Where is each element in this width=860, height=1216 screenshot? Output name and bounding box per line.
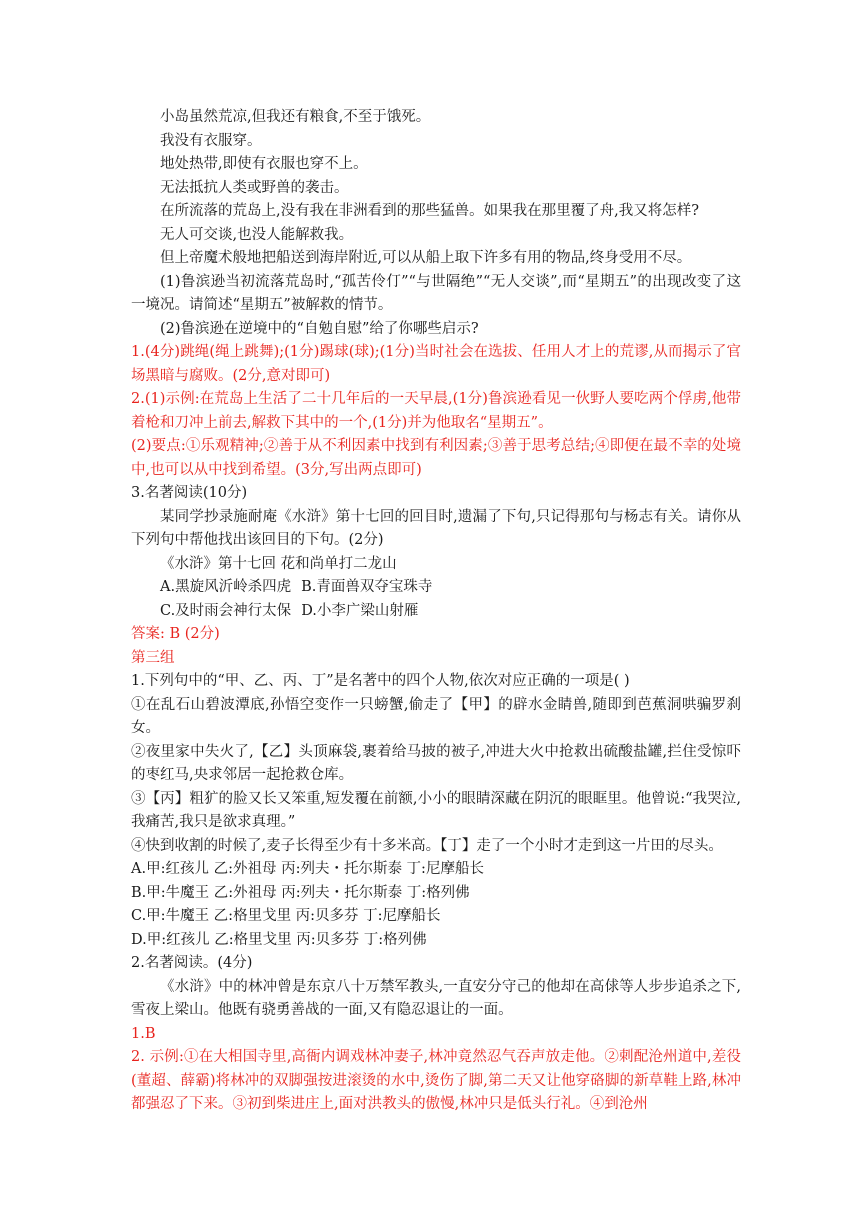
- option-item: B.青面兽双夺宝珠寺: [301, 579, 433, 595]
- text-paragraph: 《水浒》中的林冲曾是东京八十万禁军教头,一直安分守己的他却在高俅等人步步追杀之下,雪夜上梁山。他既有骁勇善战的一面,又有隐忍退让的一面。: [131, 978, 741, 1018]
- text-paragraph: 但上帝魔术般地把船送到海岸附近,可以从船上取下许多有用的物品,终身受用不尽。: [160, 250, 692, 266]
- answer-options: [131, 576, 741, 623]
- text-paragraph: 在所流落的荒岛上,没有我在非洲看到的那些猛兽。如果我在那里覆了舟,我又将怎样?: [160, 203, 699, 219]
- option-row: [131, 600, 741, 624]
- text-paragraph: ④快到收割的时候了,麦子长得至少有十多米高。【丁】走了一个小时才走到这一片田的尽头。: [131, 837, 723, 854]
- text-paragraph: D.甲:红孩儿 乙:格里戈里 丙:贝多芬 丁:格列佛: [131, 931, 427, 948]
- answer-paragraph: 第三组: [131, 649, 175, 666]
- text-paragraph: ③【丙】粗犷的脸又长又笨重,短发覆在前额,小小的眼睛深藏在阴沉的眼眶里。他曾说:“我哭泣,我痛苦,我只是欲求真理。”: [131, 790, 741, 830]
- text-paragraph: 某同学抄录施耐庵《水浒》第十七回的回目时,遗漏了下句,只记得那句与杨志有关。请你从下列句中帮他找出该回目的下句。(2分): [131, 508, 741, 548]
- answer-paragraph: 1.B: [131, 1025, 156, 1042]
- answer-paragraph: 2. 示例:①在大相国寺里,高衙内调戏林冲妻子,林冲竟然忍气吞声放走他。②刺配沧州道中,差役(董超、薛霸)将林冲的双脚强按进滚烫的水中,烫伤了脚,第二天又让他穿硌脚的新草鞋上路,林冲都强忍了下来。③初到柴进庄上,面对洪教头的傲慢,林冲只是低头行礼。④到沧州: [131, 1049, 741, 1112]
- option-item: A.黑旋风沂岭杀四虎: [160, 579, 292, 595]
- document-body-part-1: [131, 106, 741, 576]
- text-paragraph: C.甲:牛魔王 乙:格里戈里 丙:贝多芬 丁:尼摩船长: [131, 908, 441, 924]
- document-body-part-2: [131, 623, 741, 1117]
- text-paragraph: 1.下列句中的“甲、乙、丙、丁”是名著中的四个人物,依次对应正确的一项是( ): [131, 673, 630, 689]
- text-paragraph: 无人可交谈,也没人能解救我。: [160, 226, 354, 243]
- answer-paragraph: 答案: B (2分): [131, 626, 220, 642]
- answer-paragraph: (2)要点:①乐观精神;②善于从不利因素中找到有利因素;③善于思考总结;④即便在最不幸的处境中,也可以从中找到希望。(3分,写出两点即可): [131, 438, 741, 478]
- document-page: [131, 106, 741, 1117]
- text-paragraph: ①在乱石山碧波潭底,孙悟空变作一只螃蟹,偷走了【甲】的辟水金睛兽,随即到芭蕉洞哄骗罗刹女。: [131, 696, 741, 736]
- answer-paragraph: 2.(1)示例:在荒岛上生活了二十几年后的一天早晨,(1分)鲁滨逊看见一伙野人要吃两个俘虏,他带着枪和刀冲上前去,解救下其中的一个,(1分)并为他取名“星期五”。: [131, 391, 741, 431]
- text-paragraph: 2.名著阅读。(4分): [131, 955, 253, 971]
- text-paragraph: 3.名著阅读(10分): [131, 485, 248, 501]
- text-paragraph: ②夜里家中失火了,【乙】头顶麻袋,裹着给马披的被子,冲进大火中抢救出硫酸盐罐,拦住受惊吓的枣红马,央求邻居一起抢救仓库。: [131, 743, 741, 783]
- answer-paragraph: 1.(4分)跳绳(绳上跳舞);(1分)踢球(球);(1分)当时社会在选拔、任用人才上的荒谬,从而揭示了官场黑暗与腐败。(2分,意对即可): [131, 344, 741, 384]
- text-paragraph: 《水浒》第十七回 花和尚单打二龙山: [160, 555, 397, 572]
- text-paragraph: 无法抵抗人类或野兽的袭击。: [160, 179, 349, 196]
- option-item: D.小李广梁山射雁: [301, 602, 419, 619]
- option-row: [131, 576, 741, 600]
- text-paragraph: (1)鲁滨逊当初流落荒岛时,“孤苦伶仃”“与世隔绝”“无人交谈”,而“星期五”的出现改变了这一境况。请简述“星期五”被解救的情节。: [131, 273, 741, 313]
- text-paragraph: 我没有衣服穿。: [160, 132, 262, 149]
- option-item: C.及时雨会神行太保: [160, 602, 292, 619]
- text-paragraph: 地处热带,即使有衣服也穿不上。: [160, 156, 368, 172]
- text-paragraph: (2)鲁滨逊在逆境中的“自勉自慰”给了你哪些启示?: [160, 320, 479, 337]
- text-paragraph: B.甲:牛魔王 乙:外祖母 丙:列夫・托尔斯泰 丁:格列佛: [131, 884, 470, 901]
- text-paragraph: A.甲:红孩儿 乙:外祖母 丙:列夫・托尔斯泰 丁:尼摩船长: [131, 861, 484, 877]
- text-paragraph: 小岛虽然荒凉,但我还有粮食,不至于饿死。: [160, 109, 431, 125]
